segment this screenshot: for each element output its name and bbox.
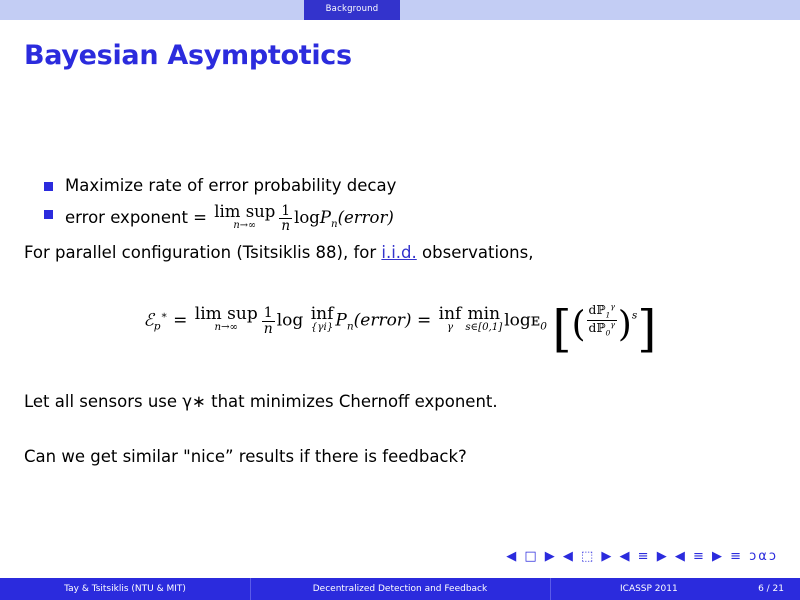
footer-bar: [0, 578, 800, 600]
p-subscript: n: [330, 218, 338, 230]
paragraph-feedback-question: Can we get similar "nice” results if there is feedback?: [24, 447, 467, 466]
expectation-subscript: 0: [540, 320, 547, 333]
log-operator-1: log: [276, 310, 304, 331]
footer-authors: Tay & Tsitsiklis (NTU & MIT): [64, 584, 186, 594]
list-item: [44, 176, 764, 196]
page-title: Bayesian Asymptotics: [24, 40, 352, 71]
iid-link[interactable]: i.i.d.: [381, 243, 417, 262]
equation-lhs-subscript: p: [153, 320, 161, 333]
limsup-operator: lim sup n→∞: [194, 304, 258, 334]
bullet-text: Maximize rate of error probability decay: [65, 176, 397, 195]
equals-sign-2: =: [416, 310, 432, 331]
list-item: [44, 204, 764, 233]
bullet-text-formula: [65, 204, 394, 233]
right-paren: ): [617, 304, 632, 345]
limsup-operator: lim sup n→∞: [214, 202, 276, 231]
error-argument: (error): [353, 310, 412, 331]
likelihood-ratio-fraction: $\frac{dℙ_1^\gamma}{dℙ_0^\gamma}$: [588, 301, 615, 338]
header-bar: [0, 0, 800, 20]
log-operator-2: log: [504, 310, 531, 331]
square-bullet-icon: [44, 182, 53, 191]
inf-operator-1: inf {γi}: [310, 304, 334, 334]
expectation-symbol: ᴇ: [530, 310, 541, 331]
fraction-one-over-n: $\frac{1}{n}$: [281, 202, 291, 234]
footer-page-number: 6 / 21: [758, 584, 784, 594]
paragraph-let-sensors: Let all sensors use γ∗ that minimizes Chernoff exponent.: [24, 392, 498, 411]
outer-exponent: s: [631, 309, 638, 322]
footer-conference: ICASSP 2011: [620, 584, 678, 594]
bullet-list: [44, 176, 764, 241]
equals-sign-1: =: [173, 310, 188, 331]
footer-divider: [550, 578, 551, 600]
parallel-pre-text: For parallel configuration (Tsitsiklis 88), for: [24, 243, 382, 262]
log-operator: log: [294, 207, 320, 227]
p-symbol: P: [335, 310, 347, 331]
left-paren: (: [571, 304, 586, 345]
header-section-label: Background: [325, 4, 379, 14]
inf-operator-2: inf γ: [438, 304, 462, 334]
parallel-post-text: observations,: [416, 243, 534, 262]
equation-lhs-superscript: ∗: [160, 309, 168, 322]
p-symbol: P: [319, 207, 331, 227]
p-subscript: n: [346, 320, 354, 333]
display-equation: [0, 300, 800, 358]
square-bullet-icon: [44, 210, 53, 219]
bullet-text-prefix: error exponent =: [65, 207, 213, 227]
error-argument: (error): [337, 207, 394, 227]
min-operator: min s∈[0,1]: [465, 304, 503, 334]
footer-talk-title: Decentralized Detection and Feedback: [312, 584, 488, 594]
paragraph-parallel-configuration: [24, 243, 533, 262]
left-bracket: [: [552, 300, 572, 358]
navigation-controls[interactable]: ◀ □ ▶ ◀ ⬚ ▶ ◀ ≡ ▶ ◀ ≡ ▶ ≡ ɔαɔ: [506, 549, 778, 564]
equation-lhs-symbol: ℰ: [143, 310, 154, 331]
right-bracket: ]: [637, 300, 657, 358]
fraction-one-over-n: $\frac{1}{n}$: [263, 305, 273, 337]
